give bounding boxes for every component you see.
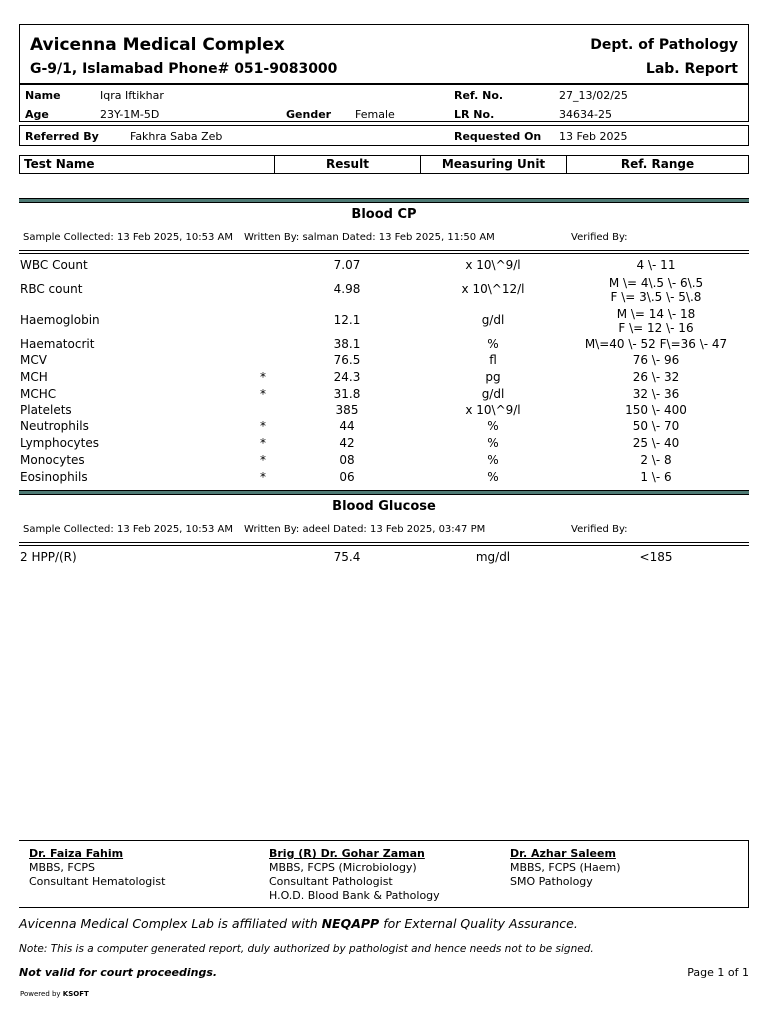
ref-range bbox=[576, 337, 736, 351]
ref-range-line: 1 \- 6 bbox=[640, 470, 672, 484]
table-row bbox=[19, 370, 749, 386]
unit-value: % bbox=[487, 470, 499, 484]
result-value: 76.5 bbox=[333, 353, 361, 367]
doctor-name: Dr. Faiza Fahim bbox=[29, 847, 124, 860]
test-name: Haematocrit bbox=[20, 337, 95, 351]
section-title: Blood Glucose bbox=[332, 499, 436, 514]
department-name: Dept. of Pathology bbox=[590, 37, 738, 53]
ref-range bbox=[576, 387, 736, 401]
result-value: 75.4 bbox=[333, 550, 361, 564]
doctor-qualification: MBBS, FCPS (Haem) bbox=[510, 861, 621, 874]
col-test-name: Test Name bbox=[20, 156, 275, 173]
verified-by: Verified By: bbox=[571, 524, 628, 535]
referred-label: Referred By bbox=[25, 130, 99, 143]
section-divider bbox=[19, 490, 749, 495]
unit-value: g/dl bbox=[481, 387, 505, 401]
unit-value: % bbox=[487, 337, 499, 351]
affiliation-text: for External Quality Assurance. bbox=[379, 916, 578, 931]
unit-value: pg bbox=[485, 370, 501, 384]
test-name: 2 HPP/(R) bbox=[20, 550, 77, 564]
unit-value: % bbox=[487, 436, 499, 450]
doctor-qualification: MBBS, FCPS (Microbiology) bbox=[269, 861, 417, 874]
result-value: 42 bbox=[339, 436, 355, 450]
test-name: Monocytes bbox=[20, 453, 85, 467]
test-name: Haemoglobin bbox=[20, 313, 100, 327]
doctor-title: H.O.D. Blood Bank & Pathology bbox=[269, 889, 440, 902]
powered-by bbox=[20, 990, 89, 998]
powered-text: Powered by bbox=[20, 990, 63, 998]
ref-range-line: 76 \- 96 bbox=[632, 353, 680, 367]
patient-gender: Female bbox=[355, 108, 395, 121]
result-value: 7.07 bbox=[333, 258, 361, 272]
table-row bbox=[19, 387, 749, 403]
written-by: Written By: salman Dated: 13 Feb 2025, 11:50 AM bbox=[244, 232, 495, 243]
ref-range bbox=[576, 403, 736, 417]
result-value: 4.98 bbox=[333, 282, 361, 296]
result-value: 12.1 bbox=[333, 313, 361, 327]
patient-name: Iqra Iftikhar bbox=[100, 89, 164, 102]
table-row bbox=[19, 353, 749, 369]
col-unit: Measuring Unit bbox=[421, 156, 567, 173]
abnormal-flag: * bbox=[260, 470, 266, 484]
test-name: MCH bbox=[20, 370, 48, 384]
affiliation-text: Avicenna Medical Complex Lab is affiliated with bbox=[19, 916, 322, 931]
ref-range bbox=[576, 353, 736, 367]
age-label: Age bbox=[25, 108, 49, 121]
table-row bbox=[19, 436, 749, 452]
doctor-qualification: MBBS, FCPS bbox=[29, 861, 95, 874]
abnormal-flag: * bbox=[260, 453, 266, 467]
test-name: MCHC bbox=[20, 387, 57, 401]
result-value: 38.1 bbox=[333, 337, 361, 351]
lr-number: 34634-25 bbox=[559, 108, 612, 121]
gender-label: Gender bbox=[286, 108, 332, 121]
table-row bbox=[19, 453, 749, 469]
ref-range-line: 2 \- 8 bbox=[640, 453, 672, 467]
unit-value: % bbox=[487, 419, 499, 433]
ref-range-line: 25 \- 40 bbox=[632, 436, 680, 450]
ref-range bbox=[576, 453, 736, 467]
name-label: Name bbox=[25, 89, 61, 102]
unit-value: mg/dl bbox=[475, 550, 511, 564]
test-name: Platelets bbox=[20, 403, 72, 417]
ref-range-line: 50 \- 70 bbox=[632, 419, 680, 433]
table-row bbox=[19, 419, 749, 435]
ref-range-line: 32 \- 36 bbox=[632, 387, 680, 401]
written-by: Written By: adeel Dated: 13 Feb 2025, 03:47 PM bbox=[244, 524, 486, 535]
unit-value: fl bbox=[489, 353, 497, 367]
unit-value: g/dl bbox=[481, 313, 505, 327]
ref-range-line: F \= 3\.5 \- 5\.8 bbox=[610, 290, 702, 304]
ref-range bbox=[576, 470, 736, 484]
test-name: Lymphocytes bbox=[20, 436, 99, 450]
ref-range bbox=[576, 307, 736, 335]
abnormal-flag: * bbox=[260, 436, 266, 450]
ref-range-line: F \= 12 \- 16 bbox=[618, 321, 694, 335]
page-number: Page 1 of 1 bbox=[687, 966, 749, 979]
verified-by: Verified By: bbox=[571, 232, 628, 243]
patient-age: 23Y-1M-5D bbox=[100, 108, 160, 121]
lr-label: LR No. bbox=[454, 108, 495, 121]
abnormal-flag: * bbox=[260, 387, 266, 401]
ref-range bbox=[576, 370, 736, 384]
affiliation-note bbox=[19, 916, 578, 931]
affiliation-org: NEQAPP bbox=[321, 916, 380, 931]
result-value: 24.3 bbox=[333, 370, 361, 384]
unit-value: x 10\^9/l bbox=[465, 258, 521, 272]
signature-box bbox=[19, 840, 749, 908]
referral-box bbox=[19, 125, 749, 146]
test-name: MCV bbox=[20, 353, 47, 367]
court-note: Not valid for court proceedings. bbox=[19, 966, 218, 979]
ref-range-line: M \= 4\.5 \- 6\.5 bbox=[608, 276, 704, 290]
ref-range-line: M \= 14 \- 18 bbox=[616, 307, 696, 321]
ref-range bbox=[576, 436, 736, 450]
table-row bbox=[19, 276, 749, 304]
result-value: 385 bbox=[335, 403, 359, 417]
doctor-name: Dr. Azhar Saleem bbox=[510, 847, 616, 860]
doctor-title: Consultant Pathologist bbox=[269, 875, 393, 888]
result-value: 08 bbox=[339, 453, 355, 467]
unit-value: % bbox=[487, 453, 499, 467]
test-name: WBC Count bbox=[20, 258, 88, 272]
abnormal-flag: * bbox=[260, 419, 266, 433]
test-name: Eosinophils bbox=[20, 470, 88, 484]
disclaimer-note: Note: This is a computer generated report, duly authorized by pathologist and hence needs not to be signed. bbox=[19, 943, 594, 955]
results-table-header bbox=[19, 155, 749, 174]
requested-on: 13 Feb 2025 bbox=[559, 130, 628, 143]
table-row bbox=[19, 470, 749, 486]
ref-number: 27_13/02/25 bbox=[559, 89, 628, 102]
unit-value: x 10\^12/l bbox=[461, 282, 525, 296]
test-name: Neutrophils bbox=[20, 419, 89, 433]
report-header bbox=[19, 24, 749, 84]
ref-range-line: <185 bbox=[639, 550, 673, 564]
section-rule bbox=[19, 542, 749, 546]
requested-label: Requested On bbox=[454, 130, 542, 143]
hospital-title: Avicenna Medical Complex bbox=[30, 35, 285, 55]
doctor-block bbox=[269, 847, 440, 903]
doctor-block bbox=[29, 847, 165, 889]
ref-range-line: 26 \- 32 bbox=[632, 370, 680, 384]
sample-collected: Sample Collected: 13 Feb 2025, 10:53 AM bbox=[23, 524, 234, 535]
abnormal-flag: * bbox=[260, 370, 266, 384]
result-value: 31.8 bbox=[333, 387, 361, 401]
ref-range bbox=[576, 419, 736, 433]
doctor-block bbox=[510, 847, 621, 889]
ref-range-line: M\=40 \- 52 F\=36 \- 47 bbox=[584, 337, 728, 351]
table-row bbox=[19, 550, 749, 566]
doctor-title: Consultant Hematologist bbox=[29, 875, 166, 888]
table-row bbox=[19, 307, 749, 335]
test-name: RBC count bbox=[20, 282, 83, 296]
hospital-address: G-9/1, Islamabad Phone# 051-9083000 bbox=[30, 61, 338, 77]
table-row bbox=[19, 258, 749, 274]
section-title: Blood CP bbox=[351, 207, 417, 222]
section-rule bbox=[19, 250, 749, 254]
sample-collected: Sample Collected: 13 Feb 2025, 10:53 AM bbox=[23, 232, 234, 243]
col-ref-range: Ref. Range bbox=[620, 157, 695, 171]
unit-value: x 10\^9/l bbox=[465, 403, 521, 417]
col-result: Result bbox=[275, 156, 421, 173]
section-divider bbox=[19, 198, 749, 203]
patient-info-box bbox=[19, 84, 749, 122]
ref-range bbox=[576, 258, 736, 272]
ref-range-line: 4 \- 11 bbox=[636, 258, 676, 272]
table-row bbox=[19, 403, 749, 419]
doctor-title: SMO Pathology bbox=[510, 875, 593, 888]
referred-by: Fakhra Saba Zeb bbox=[130, 130, 223, 143]
report-type: Lab. Report bbox=[645, 61, 738, 77]
powered-brand: KSOFT bbox=[62, 990, 89, 998]
table-row bbox=[19, 337, 749, 353]
ref-range bbox=[576, 276, 736, 304]
result-value: 44 bbox=[339, 419, 355, 433]
doctor-name: Brig (R) Dr. Gohar Zaman bbox=[269, 847, 425, 860]
result-value: 06 bbox=[339, 470, 355, 484]
ref-range bbox=[576, 550, 736, 564]
ref-label: Ref. No. bbox=[454, 89, 504, 102]
ref-range-line: 150 \- 400 bbox=[625, 403, 687, 417]
